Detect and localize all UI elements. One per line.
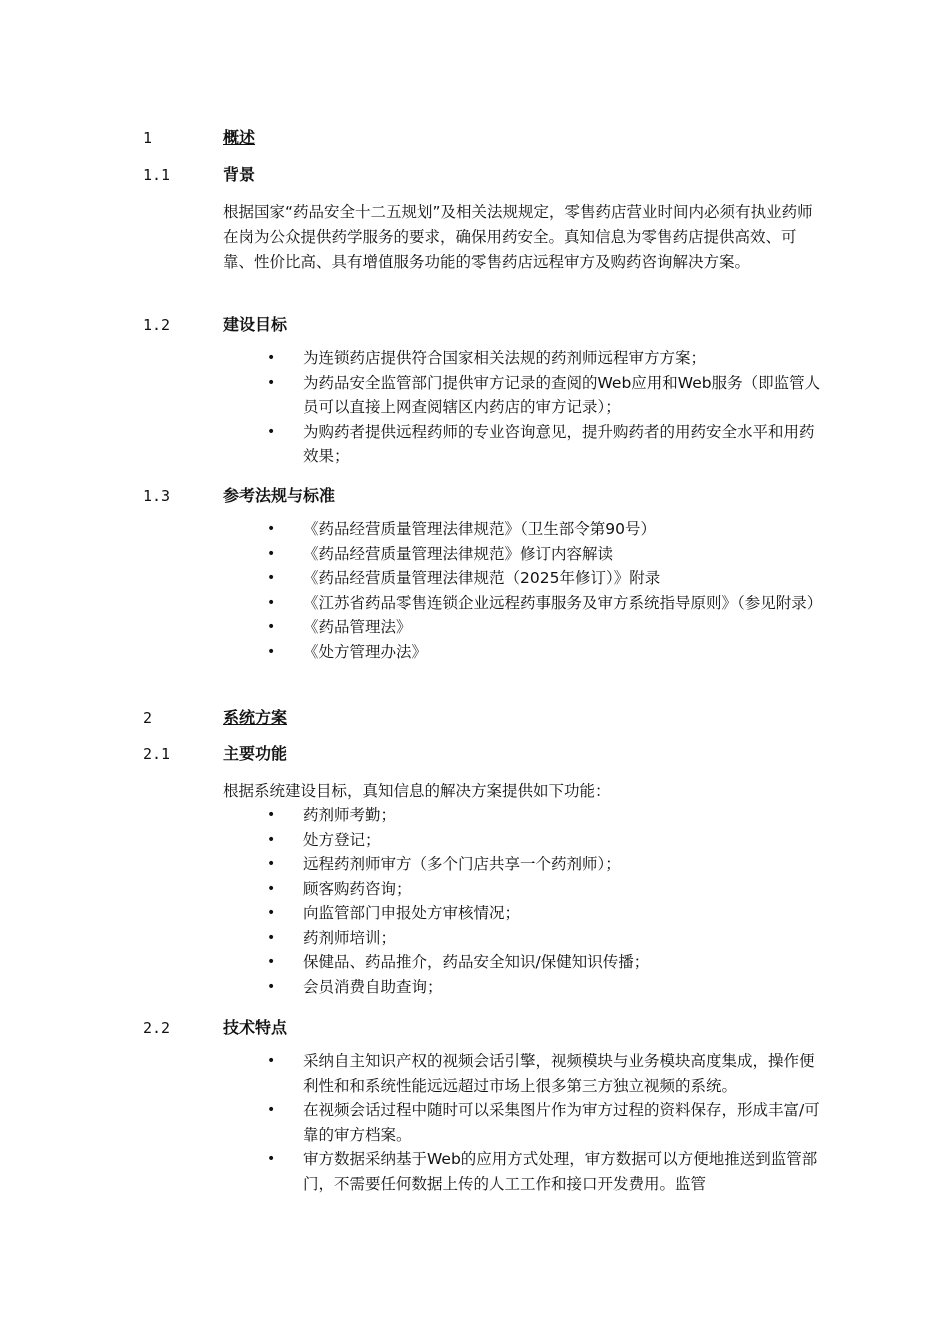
section-number: 2 [143,709,153,727]
section-title: 概述 [223,128,256,147]
bullet-icon: • [267,1053,276,1069]
bullet-icon: • [267,1102,276,1118]
list-item: • 《药品经营质量管理法律规范（2025年修订）》附录 [223,566,823,591]
section-number: 2.2 [143,1019,171,1037]
bullet-icon: • [267,350,276,366]
bullet-icon: • [267,374,276,391]
bullet-icon: • [267,954,276,970]
section-number: 1 [143,129,153,147]
section-number: 1.1 [143,166,171,184]
bullet-icon: • [267,880,276,897]
section-title: 技术特点 [223,1018,288,1037]
bullet-icon: • [267,905,276,921]
bullet-icon: • [267,856,276,872]
section-title: 建设目标 [223,315,288,334]
list-item: • 《江苏省药品零售连锁企业远程药事服务及审方系统指导原则》（参见附录） [223,591,823,616]
list-item: • 为购药者提供远程药师的专业咨询意见，提升购药者的用药安全水平和用药效果； [223,420,823,469]
list-item: • 《药品经营质量管理法律规范》（卫生部令第90号） [223,517,823,542]
bullet-icon: • [267,831,276,848]
list-item: • 《处方管理办法》 [223,640,823,665]
section-number: 2.1 [143,745,171,763]
bullet-icon: • [267,643,276,660]
bullet-icon: • [267,1151,276,1167]
bullet-icon: • [267,594,276,611]
list-item: • 顾客购药咨询； [223,877,823,902]
section-title: 系统方案 [223,708,288,727]
list-item: • 保健品、药品推介，药品安全知识/保健知识传播； [223,950,823,975]
bullet-icon: • [267,570,276,586]
section-number: 1.3 [143,487,171,505]
list-item: • 药剂师考勤； [223,803,823,828]
bullet-icon: • [267,978,276,995]
list-item: • 会员消费自助查询； [223,975,823,1000]
section-title: 参考法规与标准 [223,486,336,505]
bullet-icon: • [267,545,276,562]
section-number: 1.2 [143,316,171,334]
bullet-icon: • [267,619,276,635]
list-item: • 为连锁药店提供符合国家相关法规的药剂师远程审方方案； [223,346,823,371]
bullet-icon: • [267,807,276,823]
list-item: • 为药品安全监管部门提供审方记录的查阅的Web应用和Web服务（即监管人员可以直接上网查阅辖区内药店的审方记录）； [223,371,823,420]
list-item: • 处方登记； [223,828,823,853]
background-paragraph: 根据国家“药品安全十二五规划”及相关法规规定，零售药店营业时间内必须有执业药师在岗为公众提供药学服务的要求，确保用药安全。真知信息为零售药店提供高效、可靠、性价比高、具有增值服务功能的零售药店远程审方及购药咨询解决方案。 [223,203,813,271]
bullet-icon: • [267,929,276,946]
functions-intro: 根据系统建设目标，真知信息的解决方案提供如下功能： [223,782,611,800]
section-title: 背景 [223,165,256,184]
goals-list [223,346,823,469]
list-item: • 在视频会话过程中随时可以采集图片作为审方过程的资料保存，形成丰富/可靠的审方档案。 [223,1098,823,1147]
list-item: • 审方数据采纳基于Web的应用方式处理，审方数据可以方便地推送到监管部门，不需要任何数据上传的人工工作和接口开发费用。监管 [223,1147,823,1196]
bullet-icon: • [267,423,276,440]
list-item: • 《药品管理法》 [223,615,823,640]
bullet-icon: • [267,521,276,537]
list-item: • 药剂师培训； [223,926,823,951]
regulations-list [223,517,823,664]
list-item: • 远程药剂师审方（多个门店共享一个药剂师）； [223,852,823,877]
list-item: • 《药品经营质量管理法律规范》修订内容解读 [223,542,823,567]
tech-features-list [223,1049,823,1196]
section-title: 主要功能 [223,744,288,763]
list-item: • 采纳自主知识产权的视频会话引擎，视频模块与业务模块高度集成，操作便利性和和系统性能远远超过市场上很多第三方独立视频的系统。 [223,1049,823,1098]
list-item: • 向监管部门申报处方审核情况； [223,901,823,926]
functions-list [223,803,823,999]
